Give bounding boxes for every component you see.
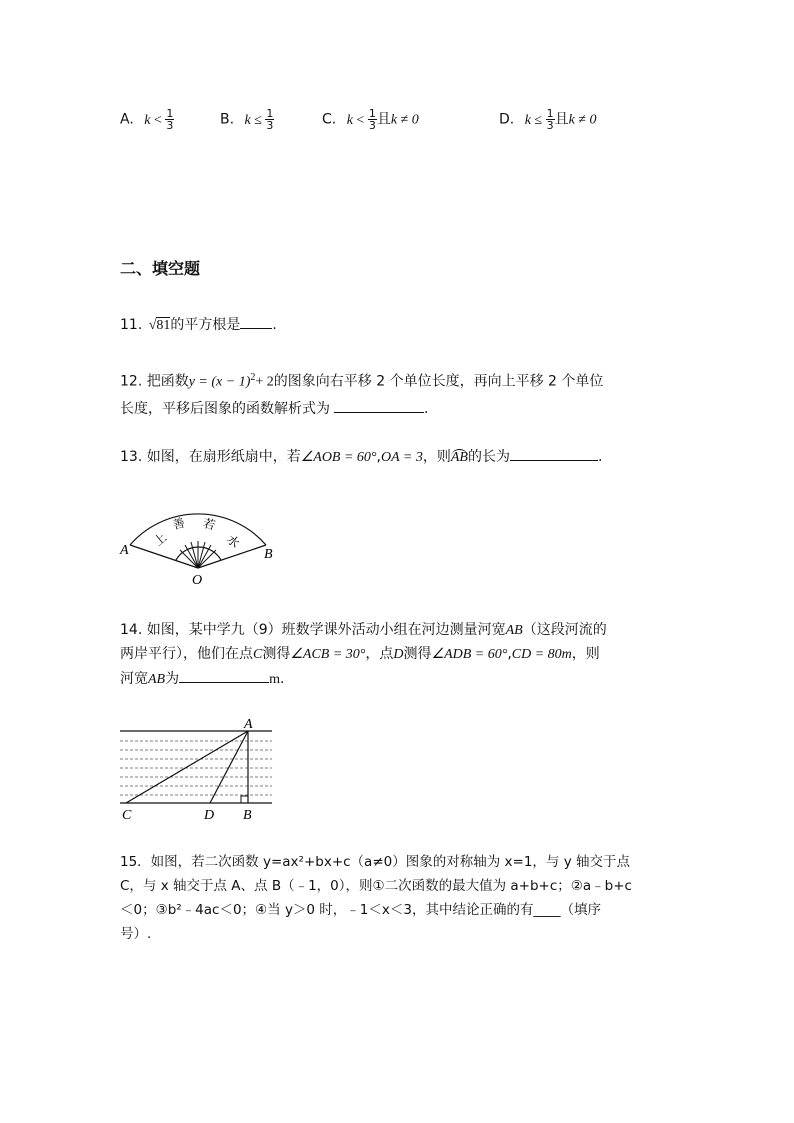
fan-label-o: O xyxy=(192,573,203,588)
fan-outer-arc xyxy=(130,514,266,545)
option-b-fraction: $\frac{1}{3}$ xyxy=(266,107,274,132)
fan-label-a: A xyxy=(120,543,129,558)
question-14-line3: 河宽AB为 m. xyxy=(120,668,284,690)
fan-label-b: B xyxy=(264,547,273,562)
river-label-a: A xyxy=(244,717,253,732)
fan-char-1: 上 xyxy=(151,530,170,549)
right-angle-mark xyxy=(241,796,248,803)
question-13: 13. 如图，在扇形纸扇中，若∠AOB = 60°,OA = 3，则AB的长为 . xyxy=(120,446,602,468)
question-14-line2: 两岸平行），他们在点C测得∠ACB = 30°，点D测得∠ADB = 60°,CD = 80m，则 xyxy=(120,646,600,662)
fan-char-3: 若 xyxy=(201,515,217,533)
river-label-b: B xyxy=(243,808,252,823)
arc-ab: AB xyxy=(450,450,468,465)
option-c: C. k < $\frac{1}{3}$ 且k ≠ 0 xyxy=(322,107,419,132)
river-label-c: C xyxy=(122,808,132,823)
sqrt-radicand: 81 xyxy=(156,318,171,333)
option-d: D. k ≤ $\frac{1}{3}$ 且k ≠ 0 xyxy=(499,107,597,132)
option-c-label: C. xyxy=(322,111,337,128)
question-14-line1: 14. 如图，某中学九（9）班数学课外活动小组在河边测量河宽AB（这段河流的 xyxy=(120,622,607,638)
segment-ca xyxy=(126,731,248,803)
question-15-line4: 号）. xyxy=(120,926,152,942)
question-15-line2: C，与 x 轴交于点 A、点 B（﹣1，0），则①二次函数的最大值为 a+b+c；②a﹣b+c xyxy=(120,878,632,894)
option-b-label: B. xyxy=(220,111,235,128)
option-a-label: A. xyxy=(120,111,134,128)
option-a-fraction: $\frac{1}{3}$ xyxy=(166,107,174,132)
fan-char-2: 善 xyxy=(171,515,187,533)
question-12-line2: 长度，平移后图象的函数解析式为 . xyxy=(120,398,428,419)
option-b: B. k ≤ $\frac{1}{3}$ xyxy=(220,107,274,132)
question-15-line1: 15．如图，若二次函数 y=ax²+bx+c（a≠0）图象的对称轴为 x=1，与 y 轴交于点 xyxy=(120,854,630,870)
fan-char-4: 水 xyxy=(224,532,243,551)
question-11: 11. √81的平方根是 . xyxy=(120,314,277,336)
question-12: 12. 把函数$y = (x - 1)^2+ 2$的图象向右平移 2 个单位长度，再向上平移 2 个单位 xyxy=(120,372,604,390)
option-a: A. k < $\frac{1}{3}$ xyxy=(120,107,174,132)
question-15-line3: ＜0；③b²﹣4ac＜0；④当 y＞0 时，﹣1＜x＜3，其中结论正确的有____（填序 xyxy=(120,902,601,918)
section-heading: 二、填空题 xyxy=(120,259,201,278)
river-label-d: D xyxy=(204,808,215,823)
fan-figure xyxy=(118,490,278,590)
river-figure xyxy=(118,716,278,824)
option-d-label: D. xyxy=(499,111,515,128)
option-d-fraction: $\frac{1}{3}$ xyxy=(546,107,554,132)
option-c-fraction: $\frac{1}{3}$ xyxy=(368,107,376,132)
fan-side-oa xyxy=(130,545,198,568)
